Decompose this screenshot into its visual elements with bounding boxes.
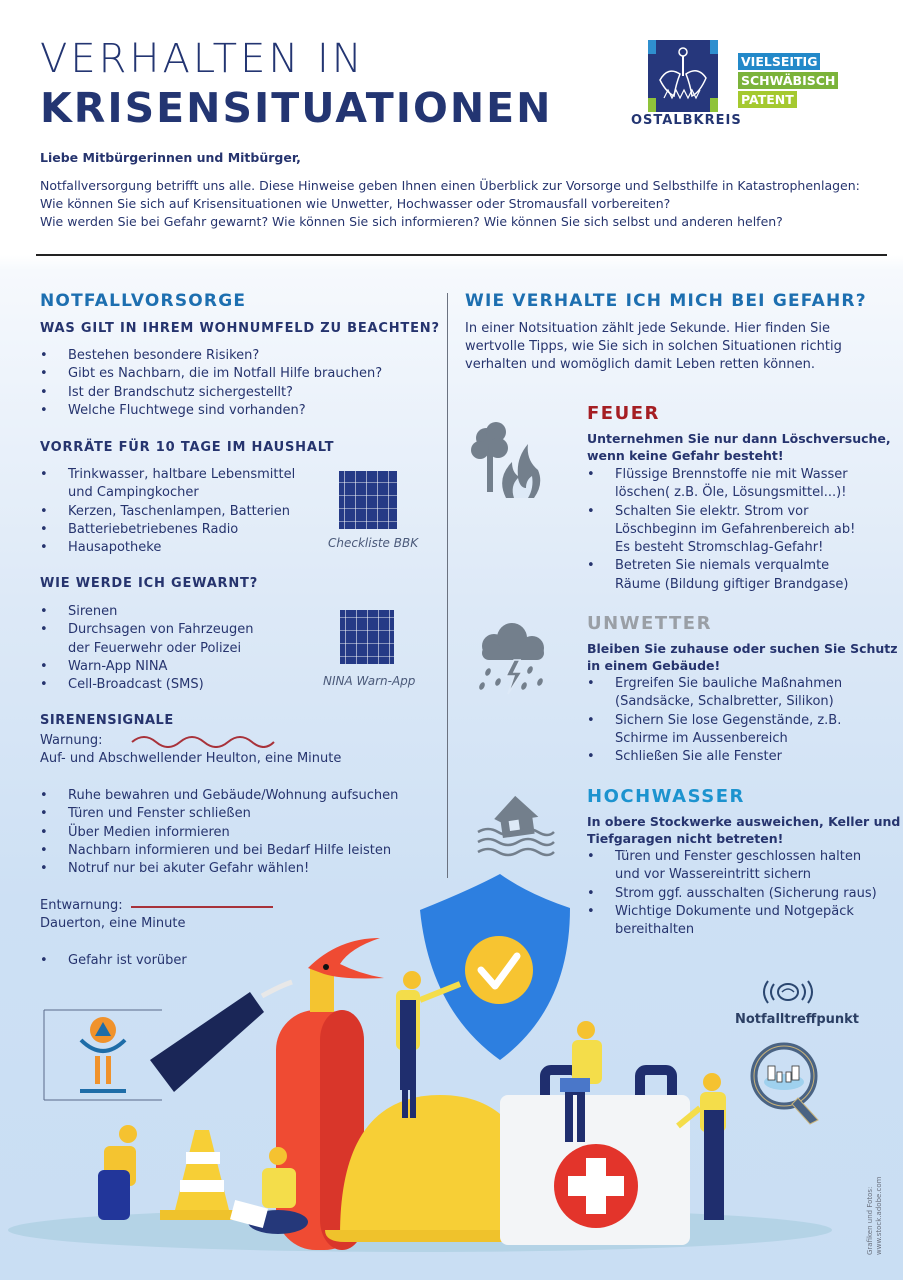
- warnung-label: Warnung:: [40, 733, 103, 748]
- wildfire-icon: [470, 420, 550, 500]
- page-title-line1: VERHALTEN IN: [40, 36, 365, 82]
- unwetter-lead: [587, 640, 898, 674]
- lead-line: Unternehmen Sie nur dann Löschversuche,: [587, 431, 891, 446]
- list-item-text: Türen und Fenster geschlossen halten: [615, 849, 862, 864]
- entwarnung-label: Entwarnung:: [40, 898, 123, 913]
- wohnumfeld-heading: WAS GILT IN IHREM WOHNUMFELD ZU BEACHTEN?: [40, 321, 440, 336]
- sirenensignale-heading: SIRENENSIGNALE: [40, 713, 174, 728]
- list-item: • Gefahr ist vorüber: [40, 952, 187, 970]
- feuer-lead: [587, 430, 891, 464]
- list-item: • Batteriebetriebenes Radio: [40, 521, 295, 539]
- intro-line: Wie werden Sie bei Gefahr gewarnt? Wie können Sie sich informieren? Wie können Sie sich selbst und anderen helfen?: [40, 214, 783, 229]
- list-item-text: Es besteht Stromschlag-Gefahr!: [615, 540, 824, 556]
- list-item: • Welche Fluchtwege sind vorhanden?: [40, 402, 382, 420]
- list-item: • Warn-App NINA: [40, 658, 253, 676]
- intro-line: In einer Notsituation zählt jede Sekunde. Hier finden Sie: [465, 321, 831, 336]
- extinguisher-hose: [150, 982, 292, 1092]
- list-item-text: Sichern Sie lose Gegenstände, z.B.: [615, 712, 842, 728]
- tagline-patent: PATENT: [738, 91, 797, 108]
- qr-code-checkliste-bbk[interactable]: [339, 471, 397, 529]
- list-item-text: bereithalten: [615, 922, 695, 938]
- wohnumfeld-list: [40, 347, 382, 420]
- lead-line: Tiefgaragen nicht betreten!: [587, 831, 784, 846]
- list-item: • Strom ggf. ausschalten (Sicherung raus): [587, 885, 877, 903]
- list-item: • Gibt es Nachbarn, die im Notfall Hilfe brauchen?: [40, 365, 382, 383]
- credit-line: Grafiken und Fotos:: [866, 1186, 874, 1255]
- feuer-title: FEUER: [587, 403, 660, 424]
- treffpunkt-label: Notfalltreffpunkt: [735, 1012, 860, 1027]
- lead-line: in einem Gebäude!: [587, 658, 721, 673]
- qr-code-nina-warn-app[interactable]: [340, 610, 394, 664]
- list-item: • Cell-Broadcast (SMS): [40, 676, 253, 694]
- broadcast-icon: [760, 978, 816, 1006]
- list-item: [587, 712, 842, 749]
- lead-line: wenn keine Gefahr besteht!: [587, 448, 784, 463]
- verhalten-intro: [465, 320, 842, 374]
- list-item: • Sirenen: [40, 603, 253, 621]
- feuer-list: [587, 466, 855, 594]
- credit-line: www.stock.adobe.com: [875, 1176, 883, 1255]
- image-credit: [866, 1176, 884, 1255]
- list-item-text: Ergreifen Sie bauliche Maßnahmen: [615, 676, 843, 691]
- list-item-text: Trinkwasser, haltbare Lebensmittel: [68, 467, 296, 482]
- section-divider: [36, 254, 887, 256]
- gewarnt-list: [40, 603, 253, 694]
- vorraete-list: [40, 466, 295, 557]
- list-item: • Über Medien informieren: [40, 824, 398, 842]
- intro-greeting: Liebe Mitbürgerinnen und Mitbürger,: [40, 150, 301, 165]
- hochwasser-lead: [587, 813, 900, 847]
- list-item: [40, 466, 295, 503]
- list-item: • Notruf nur bei akuter Gefahr wählen!: [40, 860, 398, 878]
- list-item: • Kerzen, Taschenlampen, Batterien: [40, 503, 295, 521]
- qr-caption: Checkliste BBK: [328, 536, 419, 550]
- list-item-text: (Sandsäcke, Schalbretter, Silikon): [615, 694, 834, 710]
- list-item: [587, 466, 855, 503]
- intro-line: verhalten und womöglich damit Leben retten können.: [465, 357, 815, 372]
- unwetter-list: [587, 675, 842, 766]
- meeting-point-icon: [748, 1040, 828, 1125]
- lead-line: Bleiben Sie zuhause oder suchen Sie Schutz: [587, 641, 898, 656]
- list-item-text: Durchsagen von Fahrzeugen: [68, 622, 254, 638]
- wavy-siren-signal-icon: [130, 734, 275, 748]
- column-divider: [447, 293, 448, 878]
- list-item-text: löschen( z.B. Öle, Lösungsmittel...)!: [615, 485, 847, 501]
- intro-line: Notfallversorgung betrifft uns alle. Diese Hinweise geben Ihnen einen Überblick zur Vorsorge und Selbsthilfe in Katastrophenlagen:: [40, 178, 860, 193]
- list-item: [587, 557, 855, 594]
- warnung-description: Auf- und Abschwellender Heulton, eine Minute: [40, 751, 342, 766]
- traffic-cone: [160, 1130, 242, 1220]
- list-item: • Bestehen besondere Risiken?: [40, 347, 382, 365]
- intro-text: [40, 177, 890, 231]
- list-item-text: Löschbeginn im Gefahrenbereich ab!: [615, 521, 856, 537]
- hochwasser-title: HOCHWASSER: [587, 786, 745, 807]
- list-item: • Ist der Brandschutz sichergestellt?: [40, 384, 382, 402]
- list-item: [40, 621, 253, 658]
- list-item: • Nachbarn informieren und bei Bedarf Hilfe leisten: [40, 842, 398, 860]
- list-item: • Ruhe bewahren und Gebäude/Wohnung aufsuchen: [40, 787, 398, 805]
- tagline-vielseitig: VIELSEITIG: [738, 53, 820, 70]
- tagline-schwaebisch: SCHWÄBISCH: [738, 72, 838, 89]
- entwarnung-description: Dauerton, eine Minute: [40, 916, 186, 931]
- list-item-text: Betreten Sie niemals verqualmte: [615, 558, 830, 574]
- list-item: [587, 675, 842, 712]
- list-item: • Türen und Fenster schließen: [40, 805, 398, 823]
- list-item-text: Schalten Sie elektr. Strom vor: [615, 503, 809, 519]
- list-item-text: Schirme im Aussenbereich: [615, 730, 788, 746]
- list-item-text: und Campingkocher: [68, 485, 199, 501]
- flood-house-icon: [474, 788, 558, 858]
- list-item-text: der Feuerwehr oder Polizei: [68, 640, 242, 656]
- list-item: [587, 503, 855, 558]
- vorraete-heading: VORRÄTE FÜR 10 TAGE IM HAUSHALT: [40, 440, 335, 455]
- civil-protection-logo: [44, 1010, 162, 1100]
- list-item: • Schließen Sie alle Fenster: [587, 748, 842, 766]
- list-item-text: Räume (Bildung giftiger Brandgase): [615, 576, 849, 592]
- worker-kneeling: [98, 1125, 137, 1220]
- first-aid-kit: [500, 1070, 690, 1245]
- qr-caption: NINA Warn-App: [323, 674, 416, 688]
- unwetter-title: UNWETTER: [587, 613, 712, 634]
- logo-name: OSTALBKREIS: [631, 113, 742, 128]
- list-item-text: Wichtige Dokumente und Notgepäck: [615, 903, 854, 919]
- coat-of-arms-icon: [648, 40, 718, 112]
- list-item-text: Flüssige Brennstoffe nie mit Wasser: [615, 467, 848, 482]
- gewarnt-heading: WIE WERDE ICH GEWARNT?: [40, 576, 259, 591]
- shield-check-icon: [420, 874, 570, 1060]
- storm-icon: [472, 620, 552, 700]
- lead-line: In obere Stockwerke ausweichen, Keller und: [587, 814, 901, 829]
- page-title-line2: KRISENSITUATIONEN: [40, 84, 553, 132]
- ostalbkreis-logo: [648, 40, 718, 112]
- list-item: • Hausapotheke: [40, 539, 295, 557]
- verhalten-heading: WIE VERHALTE ICH MICH BEI GEFAHR?: [465, 291, 867, 311]
- intro-line: wertvolle Tipps, wie Sie sich in solchen Situationen richtig: [465, 339, 842, 354]
- notfallvorsorge-heading: NOTFALLVORSORGE: [40, 291, 247, 311]
- intro-line: Wie können Sie sich auf Krisensituationen wie Unwetter, Hochwasser oder Stromausfall vorbereiten?: [40, 196, 671, 211]
- list-item-text: und vor Wassereintritt sichern: [615, 867, 811, 883]
